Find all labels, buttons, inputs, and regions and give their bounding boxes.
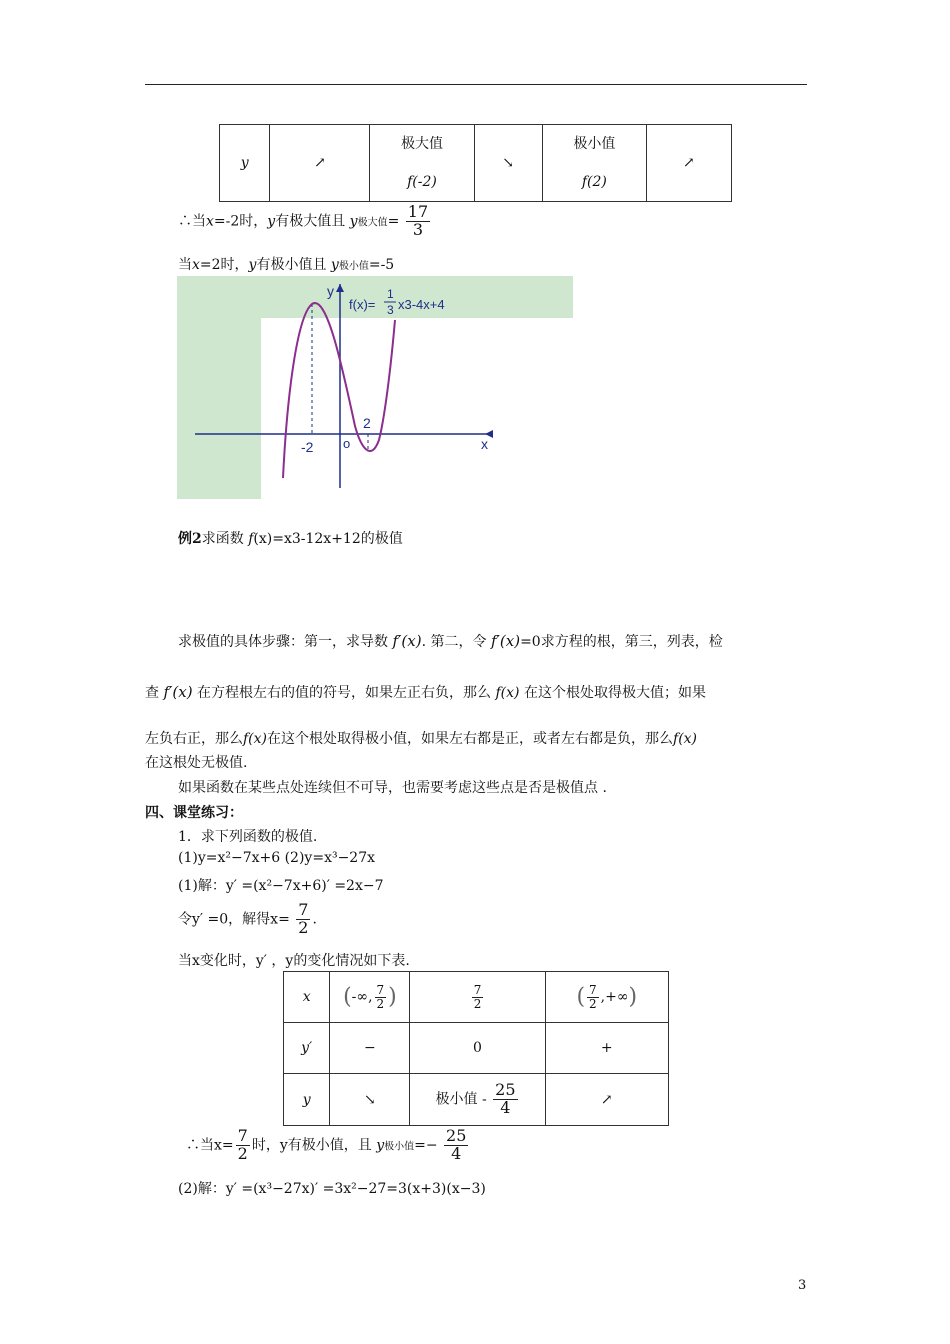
subscript: 极小值 xyxy=(384,1141,415,1153)
denominator: 2 xyxy=(473,996,482,1011)
fraction-7-2 xyxy=(296,902,310,937)
text: 求函数 xyxy=(201,531,244,547)
table1-cell-decrease: ↘ xyxy=(474,125,542,202)
text: =− xyxy=(414,1137,438,1154)
table2-dy-1: − xyxy=(330,1023,410,1074)
graph-inner-panel xyxy=(261,318,573,499)
fraction-25-4 xyxy=(493,1082,517,1117)
origin-label: o xyxy=(343,436,351,451)
text: 有极大值且 xyxy=(275,213,346,230)
extremum-table-top xyxy=(219,124,732,202)
min-value-line xyxy=(178,254,394,274)
numerator: 7 xyxy=(298,900,309,919)
y-axis-label: y xyxy=(327,283,334,299)
text: 左负右正，那么 xyxy=(145,731,243,747)
text: 在方程根左右的值的符号，如果左正右负，那么 xyxy=(197,685,492,701)
math-fprime: f′(x) xyxy=(490,632,521,650)
text: 令y′ =0，解得x= xyxy=(178,911,290,928)
var-y: y xyxy=(376,1137,385,1154)
math-fx: f(x) xyxy=(673,731,698,747)
var-x: x xyxy=(206,213,214,230)
function-label-prefix: f(x)= xyxy=(349,297,376,312)
var-y: y xyxy=(267,213,276,230)
table2-critical-point xyxy=(410,972,545,1023)
fraction-25-4 xyxy=(444,1128,468,1163)
denominator: 2 xyxy=(589,996,597,1011)
math-fx: f(x) xyxy=(243,731,268,747)
table1-max-value: f(-2) xyxy=(407,174,437,190)
denominator: 4 xyxy=(451,1143,462,1163)
var-f: f xyxy=(248,531,254,547)
max-value-line xyxy=(178,204,432,239)
table1-cell-increase-2: ↗ xyxy=(646,125,731,202)
table1-cell-increase-1: ↗ xyxy=(270,125,370,202)
math-fx: f(x) xyxy=(495,685,520,701)
conclusion-line xyxy=(186,1128,470,1163)
numerator: 7 xyxy=(376,982,385,997)
text: 求极值的具体步骤：第一，求导数 xyxy=(178,634,388,650)
text: . xyxy=(312,911,317,928)
text: 在这个根处取得极小值，如果左右都是正，或者左右都是负，那么 xyxy=(267,731,674,747)
numerator: 25 xyxy=(446,1126,467,1145)
graph-svg xyxy=(177,276,573,499)
question-1: 1．求下列函数的极值. xyxy=(178,829,318,845)
text: 在这根处无极值. xyxy=(145,755,248,771)
solution-1-root xyxy=(178,902,317,937)
fraction-17-3 xyxy=(406,204,430,239)
text: 当 xyxy=(178,257,192,273)
numerator: 7 xyxy=(237,1126,248,1145)
function-graph xyxy=(177,276,573,499)
table1-cell-min xyxy=(542,125,646,202)
denominator: 4 xyxy=(500,1098,511,1117)
table2-dy-3: + xyxy=(545,1023,668,1074)
denominator: 2 xyxy=(376,996,385,1011)
var-y: y xyxy=(330,257,339,273)
table2-dy-2: 0 xyxy=(410,1023,545,1074)
text: =x3-12x+12的极值 xyxy=(272,531,403,547)
table2-interval-3: ( $\frac{7}{2}$ ,+∞) xyxy=(545,972,668,1023)
solution-2-derivative: (2)解：y′ =(x³−27x)′ =3x²−27=3(x+3)(x−3) xyxy=(178,1181,486,1197)
tick-label-2: 2 xyxy=(363,415,371,431)
text: =-2时， xyxy=(213,213,268,230)
fraction-7-2 xyxy=(236,1128,250,1163)
numerator: 7 xyxy=(589,982,597,997)
page-number: 3 xyxy=(798,1278,807,1293)
text: ∴当 xyxy=(178,213,206,230)
table2-y-2 xyxy=(410,1074,545,1126)
question-1-functions: (1)y=x²−7x+6 (2)y=x³−27x xyxy=(178,850,376,866)
table2-header-dy: y′ xyxy=(284,1023,330,1074)
variation-table xyxy=(283,971,669,1126)
denominator: 2 xyxy=(237,1143,248,1163)
table1-min-label: 极小值 xyxy=(573,136,616,152)
text: ,+∞ xyxy=(600,989,629,1005)
x-axis-label: x xyxy=(481,436,488,452)
math-fprime: f′(x) xyxy=(392,632,422,650)
numerator: 25 xyxy=(495,1080,516,1100)
var-y: y xyxy=(248,257,257,273)
steps-line-1 xyxy=(178,631,723,651)
var-x: x xyxy=(192,257,200,273)
text: . 第二，令 xyxy=(421,634,487,650)
function-label-rest: x3-4x+4 xyxy=(398,297,445,312)
tick-label-neg2: -2 xyxy=(301,439,314,455)
table2-y-1: ↘ xyxy=(330,1074,410,1126)
text: 时，y有极小值，且 xyxy=(251,1137,372,1154)
text: (x) xyxy=(253,531,273,547)
text: =-5 xyxy=(368,257,395,273)
text: x= xyxy=(214,1137,234,1154)
text: 查 xyxy=(145,685,159,701)
numerator: 17 xyxy=(407,202,429,221)
denominator: 3 xyxy=(412,219,424,239)
function-label-den: 3 xyxy=(387,303,394,317)
text: ∴当 xyxy=(186,1137,214,1154)
text: 极小值 - xyxy=(435,1091,487,1108)
table1-row-label: y xyxy=(220,125,270,202)
denominator: 2 xyxy=(298,917,309,937)
text: =2时， xyxy=(199,257,249,273)
text: 如果函数在某些点处连续但不可导，也需要考虑这些点是否是极值点 . xyxy=(178,780,607,796)
table2-interval-1: (-∞, $\frac{7}{2}$ ) xyxy=(330,972,410,1023)
fraction xyxy=(375,984,387,1010)
steps-line-3 xyxy=(145,728,697,748)
numerator: 7 xyxy=(473,982,482,997)
text: -∞, xyxy=(351,989,373,1005)
steps-line-5 xyxy=(178,777,607,797)
text: 有极小值且 xyxy=(256,257,327,273)
subscript: 极小值 xyxy=(338,261,369,272)
example2-line xyxy=(178,528,403,548)
text: 在这个根处取得极大值；如果 xyxy=(523,685,706,701)
text: = xyxy=(387,213,400,230)
table1-min-value: f(2) xyxy=(581,174,607,190)
solution-1-derivative: (1)解：y′ =(x²−7x+6)′ =2x−7 xyxy=(178,878,384,894)
var-y: y xyxy=(349,213,358,230)
fraction xyxy=(587,984,599,1010)
table1-max-label: 极大值 xyxy=(400,136,443,152)
section4-title: 四、课堂练习： xyxy=(145,805,243,821)
text: =0求方程的根，第三，列表，检 xyxy=(520,634,723,650)
function-label-num: 1 xyxy=(387,287,394,301)
table2-y-3: ↗ xyxy=(545,1074,668,1126)
subscript: 极大值 xyxy=(357,217,388,229)
table2-header-x: x xyxy=(284,972,330,1023)
fraction xyxy=(472,984,484,1010)
math-fprime: f′(x) xyxy=(163,683,193,701)
header-rule xyxy=(145,84,807,85)
change-description: 当x变化时，y′ ，y的变化情况如下表. xyxy=(178,953,410,969)
example-label: 例2 xyxy=(178,531,202,547)
steps-line-4 xyxy=(145,752,247,772)
table2-header-y: y xyxy=(284,1074,330,1126)
steps-line-2 xyxy=(145,682,706,702)
table1-cell-max xyxy=(370,125,474,202)
